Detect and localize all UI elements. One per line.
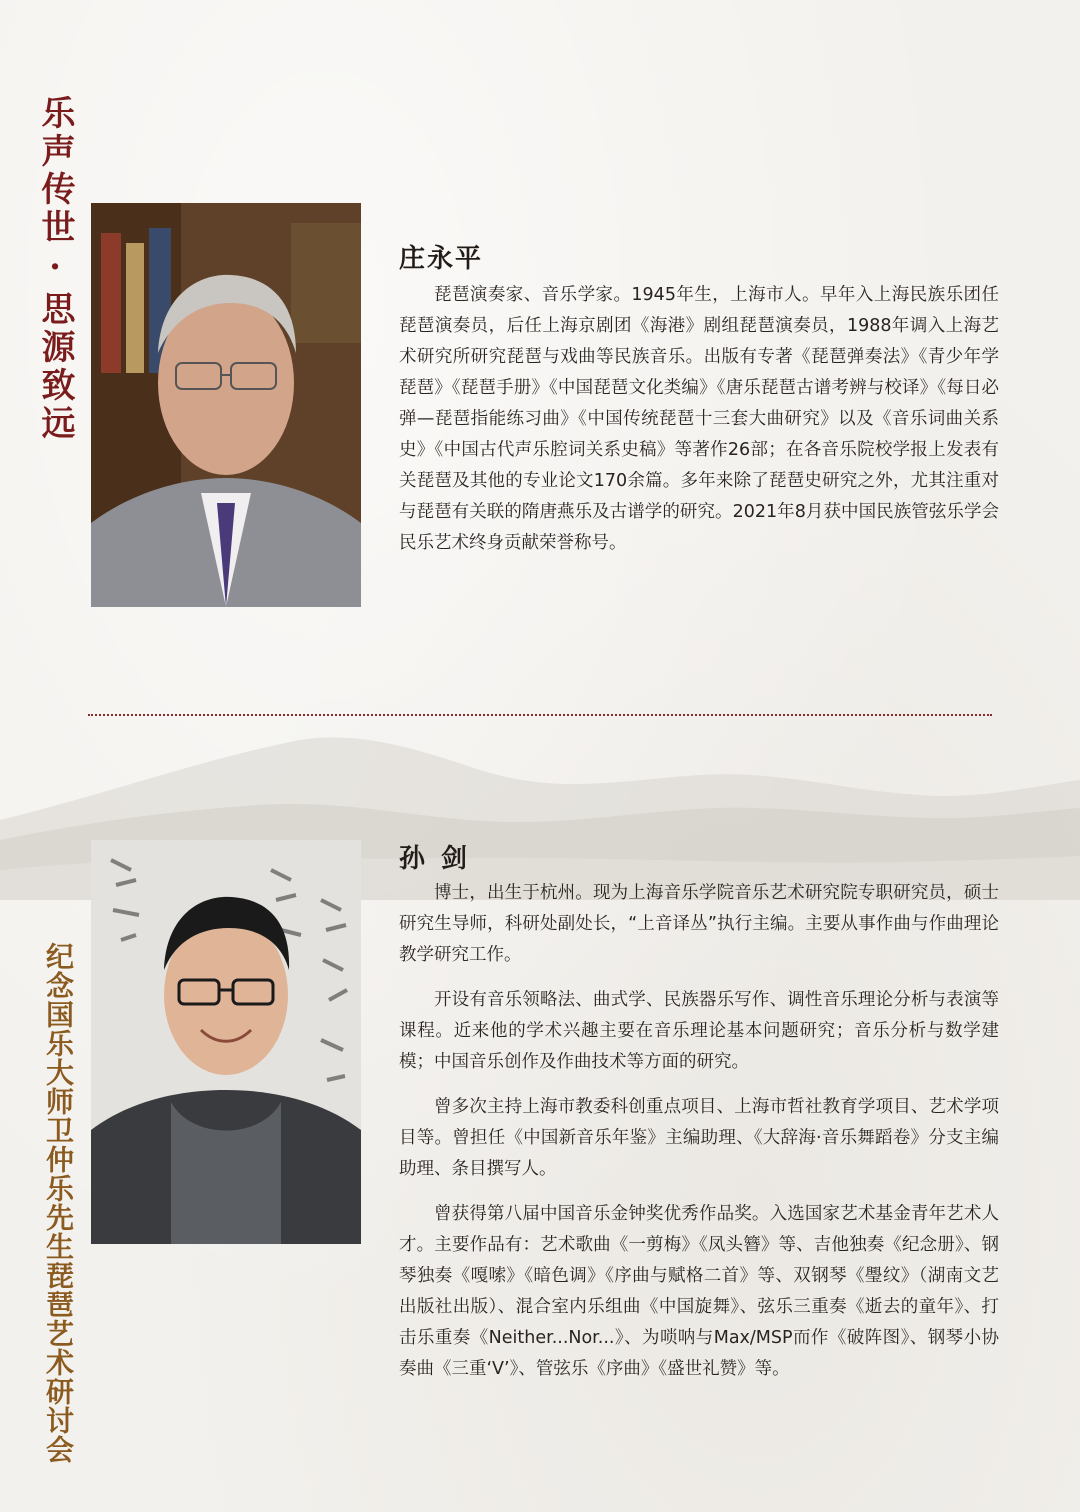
vertical-title-bottom: 纪念国乐大师卫仲乐先生琵琶艺术研讨会 bbox=[42, 942, 75, 1464]
person-name-1: 庄永平 bbox=[399, 244, 484, 274]
bio-2-paragraph-3: 曾多次主持上海市教委科创重点项目、上海市哲社教育学项目、艺术学项目等。曾担任《中国新音乐年鉴》主编助理、《大辞海·音乐舞蹈卷》分支主编助理、条目撰写人。 bbox=[399, 1097, 999, 1179]
vertical-title-top: 乐声传世·思源致远 bbox=[35, 95, 75, 443]
portrait-photo-2 bbox=[91, 840, 361, 1244]
person-bio-2 bbox=[399, 878, 999, 1399]
bio-2-paragraph-1: 博士，出生于杭州。现为上海音乐学院音乐艺术研究院专职研究员，硕士研究生导师，科研处副处长，“上音译丛”执行主编。主要从事作曲与作曲理论教学研究工作。 bbox=[399, 883, 999, 965]
portrait-1-illustration bbox=[91, 203, 361, 607]
bio-2-paragraph-4: 曾获得第八届中国音乐金钟奖优秀作品奖。入选国家艺术基金青年艺术人才。主要作品有：艺术歌曲《一剪梅》《凤头簪》等、吉他独奏《纪念册》、钢琴独奏《嘎嗦》《暗色调》《序曲与赋格二首》等、双钢琴《璺纹》（湖南文艺出版社出版）、混合室内乐组曲《中国旋舞》、弦乐三重奏《逝去的童年》、打击乐重奏《Neither...Nor...》、为唢呐与Max/MSP而作《破阵图》、钢琴小协奏曲《三重‘V’》、管弦乐《序曲》《盛世礼赞》等。 bbox=[399, 1204, 999, 1379]
bio-2-paragraph-2: 开设有音乐领略法、曲式学、民族器乐写作、调性音乐理论分析与表演等课程。近来他的学术兴趣主要在音乐理论基本问题研究；音乐分析与数学建模；中国音乐创作及作曲技术等方面的研究。 bbox=[399, 990, 999, 1072]
portrait-2-illustration bbox=[91, 840, 361, 1244]
section-divider bbox=[88, 714, 992, 716]
portrait-photo-1 bbox=[91, 203, 361, 607]
person-bio-1 bbox=[399, 280, 999, 573]
person-name-2: 孙剑 bbox=[399, 844, 484, 874]
bio-1-paragraph-1: 琵琶演奏家、音乐学家。1945年生，上海市人。早年入上海民族乐团任琵琶演奏员，后任上海京剧团《海港》剧组琵琶演奏员，1988年调入上海艺术研究所研究琵琶与戏曲等民族音乐。出版有专著《琵琶弹奏法》《青少年学琵琶》《琵琶手册》《中国琵琶文化类编》《唐乐琵琶古谱考辨与校译》《每日必弹—琵琶指能练习曲》《中国传统琵琶十三套大曲研究》以及《音乐词曲关系史》《中国古代声乐腔词关系史稿》等著作26部；在各音乐院校学报上发表有关琵琶及其他的专业论文170余篇。多年来除了琵琶史研究之外，尤其注重对与琵琶有关联的隋唐燕乐及古谱学的研究。2021年8月获中国民族管弦乐学会民乐艺术终身贡献荣誉称号。 bbox=[399, 285, 999, 553]
